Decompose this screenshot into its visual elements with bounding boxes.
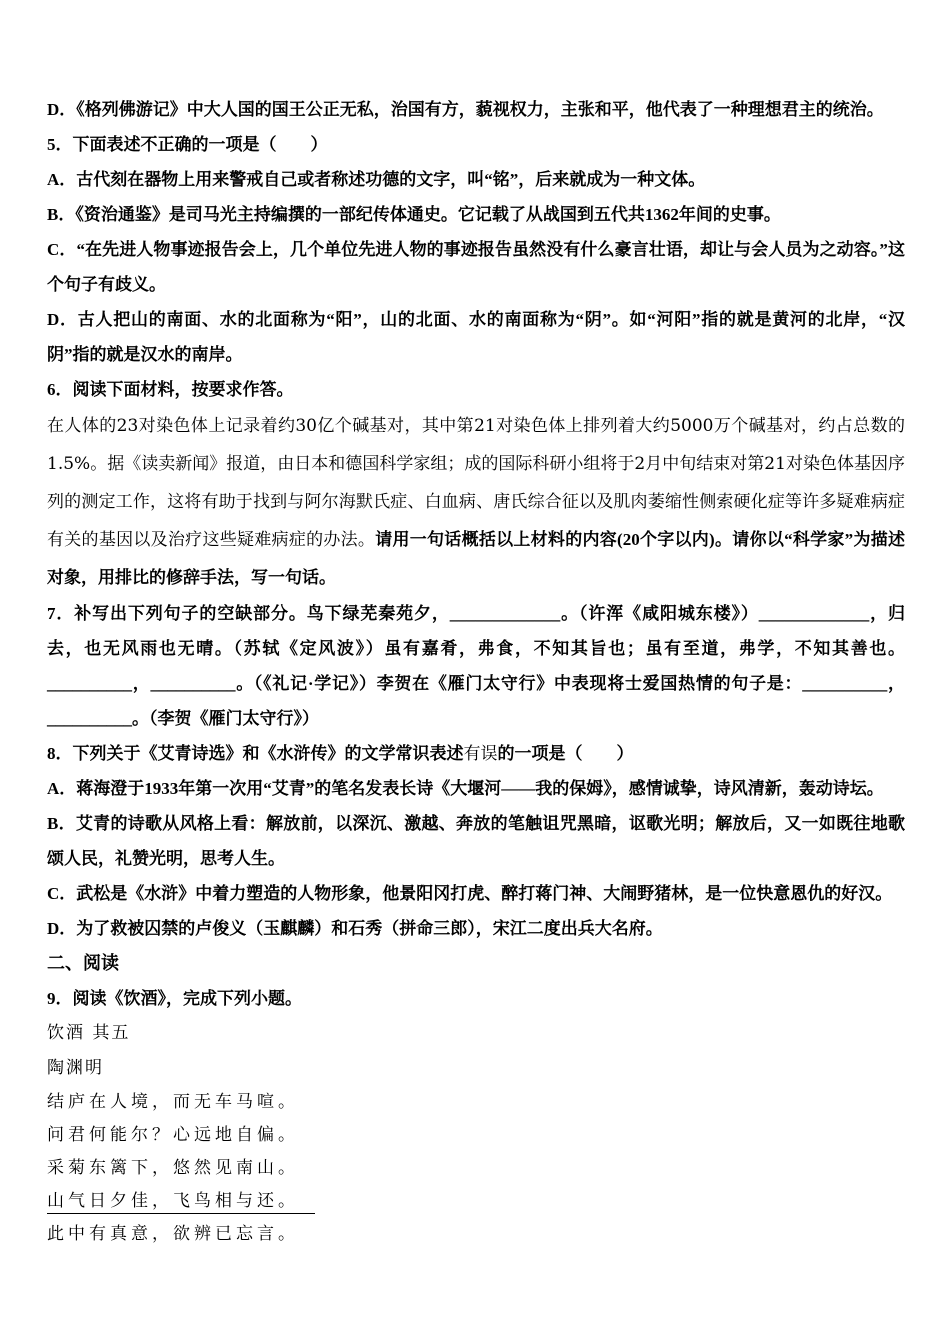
q8-stem-prefix: 8．下列关于《艾青诗选》和《水浒传》的文学常识表述 bbox=[47, 744, 464, 763]
q4-option-d: D．《格列佛游记》中大人国的国王公正无私，治国有方，藐视权力，主张和平，他代表了一种理想君主的统治。 bbox=[47, 100, 884, 119]
q8-option-c: C．武松是《水浒》中着力塑造的人物形象，他景阳冈打虎、醉打蒋门神、大闹野猪林，是一位快意恩仇的好汉。 bbox=[47, 884, 893, 903]
q6-material-paragraph bbox=[47, 407, 905, 596]
poem-underlined-text: 山气日夕佳，飞鸟相与还。 bbox=[47, 1191, 315, 1214]
q5-option-a: A．古代刻在器物上用来警戒自己或者称述功德的文字，叫“铭”，后来就成为一种文体。 bbox=[47, 170, 706, 189]
q5-option-b: B．《资治通鉴》是司马光主持编撰的一部纪传体通史。它记载了从战国到五代共1362年间的史事。 bbox=[47, 205, 781, 224]
poem-line-1: 结庐在人境，而无车马喧。 bbox=[47, 1092, 299, 1112]
poem-line-4 bbox=[47, 1185, 905, 1218]
q8-option-a: A．蒋海澄于1933年第一次用“艾青”的笔名发表长诗《大堰河——我的保姆》，感情诚挚，诗风清新，轰动诗坛。 bbox=[47, 779, 884, 798]
q8-stem-emphasis: 有误 bbox=[463, 744, 498, 763]
q7-fill-in-blanks: 7．补写出下列句子的空缺部分。鸟下绿芜秦苑夕，_____________。（许浑《咸阳城东楼》）_____________，归去，也无风雨也无晴。（苏轼《定风波》）虽有嘉肴，弗食，不知其旨也；虽有至道，弗学，不知其善也。__________，__________。（《礼记·学记》）李贺在《雁门太守行》中表现将士爱国热情的句子是：__________，__________。（李贺《雁门太守行》） bbox=[47, 604, 905, 728]
poem-line-5: 此中有真意，欲辨已忘言。 bbox=[47, 1224, 299, 1244]
q8-stem-suffix: 的一项是（ ） bbox=[497, 744, 634, 763]
q8-option-d: D．为了救被囚禁的卢俊义（玉麒麟）和石秀（拼命三郎），宋江二度出兵大名府。 bbox=[47, 919, 663, 938]
section-2-header: 二、阅读 bbox=[47, 953, 119, 973]
poem-line-2: 问君何能尔？心远地自偏。 bbox=[47, 1125, 299, 1145]
q5-option-c: C．“在先进人物事迹报告会上，几个单位先进人物的事迹报告虽然没有什么豪言壮语，却让与会人员为之动容。”这个句子有歧义。 bbox=[47, 240, 905, 294]
q8-option-b: B．艾青的诗歌从风格上看：解放前，以深沉、激越、奔放的笔触诅咒黑暗，讴歌光明；解放后，又一如既往地歌颂人民，礼赞光明，思考人生。 bbox=[47, 814, 905, 868]
q6-material-text: 在人体的23对染色体上记录着约30亿个碱基对，其中第21对染色体上排列着大约5000万个碱基对，约占总数的1.5%。据《读卖新闻》报道，由日本和德国科学家组；成的国际科研小组将于2月中旬结束对第21对染色体基因序列的测定工作，这将有助于找到与阿尔海默氏症、白血病、唐氏综合征以及肌肉萎缩性侧索硬化症等许多疑难病症有关的基因以及治疗这些疑难病症的办法。 bbox=[47, 416, 905, 550]
q6-instruction-text: 请用一句话概括以上材料的内容(20个字以内)。请你以“科学家”为描述对象，用排比的修辞手法，写一句话。 bbox=[47, 530, 906, 587]
q8-stem bbox=[47, 736, 905, 771]
poem-line-3: 采菊东篱下，悠然见南山。 bbox=[47, 1158, 299, 1178]
poem-title: 饮酒 其五 bbox=[47, 1023, 131, 1043]
q5-stem: 5．下面表述不正确的一项是（ ） bbox=[47, 135, 328, 154]
q9-stem: 9．阅读《饮酒》，完成下列小题。 bbox=[47, 989, 302, 1008]
poem-author: 陶渊明 bbox=[47, 1058, 104, 1078]
q6-stem: 6．阅读下面材料，按要求作答。 bbox=[47, 380, 294, 399]
q5-option-d: D．古人把山的南面、水的北面称为“阳”，山的北面、水的南面称为“阴”。如“河阳”指的就是黄河的北岸，“汉阴”指的就是汉水的南岸。 bbox=[47, 310, 905, 364]
